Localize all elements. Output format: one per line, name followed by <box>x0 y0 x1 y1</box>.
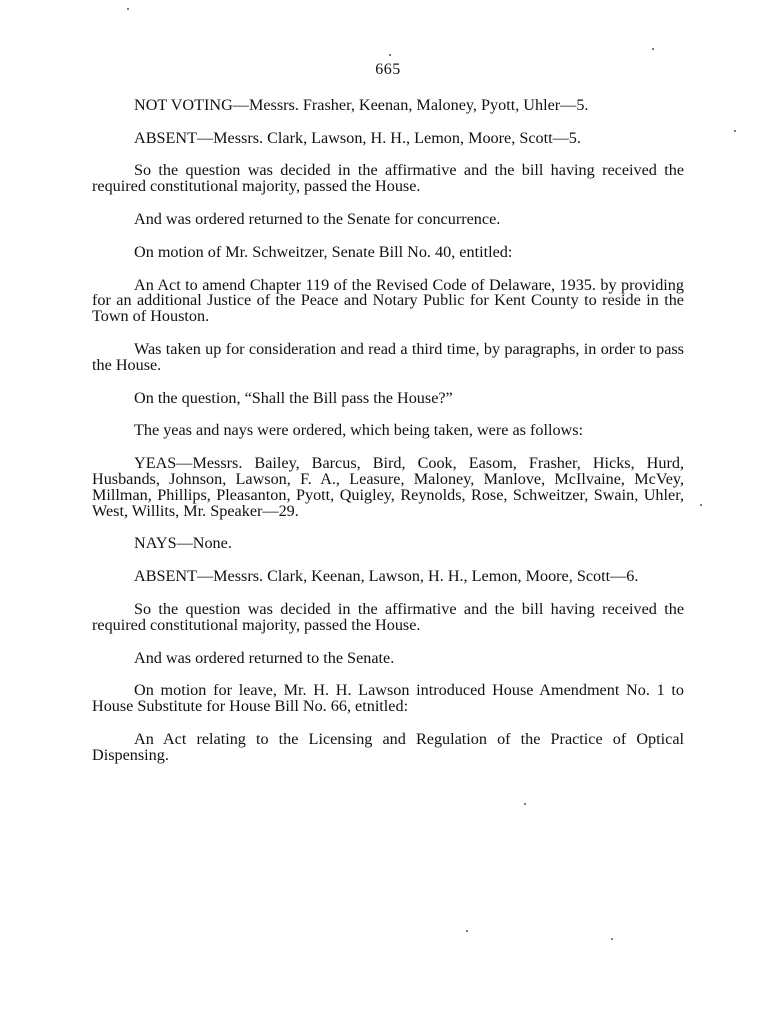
scan-speck <box>652 48 654 50</box>
paragraph-motion-schweitzer: On motion of Mr. Schweitzer, Senate Bill No. 40, entitled: <box>134 242 513 261</box>
paragraph-returned-senate: And was ordered returned to the Senate. <box>134 648 395 667</box>
paragraph-absent-first: ABSENT—Messrs. Clark, Lawson, H. H., Lemon, Moore, Scott—5. <box>134 128 581 147</box>
paragraph-decision-first: So the question was decided in the affirmative and the bill having received the required constitutional majority, passed the House. <box>92 161 684 196</box>
paragraph-motion-lawson: On motion for leave, Mr. H. H. Lawson introduced House Amendment No. 1 to House Substitute for House Bill No. 66, etnitled: <box>92 681 684 716</box>
scan-speck <box>466 930 468 932</box>
document-page <box>92 62 684 781</box>
paragraph-third-reading: Was taken up for consideration and read a third time, by paragraphs, in order to pass the House. <box>92 339 684 374</box>
scan-speck <box>611 938 613 940</box>
paragraph-yeas: YEAS—Messrs. Bailey, Barcus, Bird, Cook, Easom, Frasher, Hicks, Hurd, Husbands, Johnson, Lawson, F. A., Leasure, Maloney, Manlove, McIlvaine, McVey, Millman, Phillips, Pleasanton, Pyott, Quigley, Reynolds, Rose, Schweitzer, Swain, Uhler, West, Willits, Mr. Speaker—29. <box>92 454 684 520</box>
paragraph-decision-second: So the question was decided in the affirmative and the bill having received the required constitutional majority, passed the House. <box>92 599 684 634</box>
page-number: 665 <box>375 61 401 78</box>
paragraph-question: On the question, “Shall the Bill pass the House?” <box>134 388 453 407</box>
paragraph-nays: NAYS—None. <box>134 534 232 553</box>
scan-speck <box>127 8 129 10</box>
scan-speck <box>389 54 391 56</box>
paragraph-act-optical: An Act relating to the Licensing and Regulation of the Practice of Optical Dispensing. <box>92 729 684 764</box>
paragraph-not-voting: NOT VOTING—Messrs. Frasher, Keenan, Maloney, Pyott, Uhler—5. <box>134 95 589 114</box>
scan-speck <box>700 504 702 506</box>
scan-speck <box>524 803 526 805</box>
paragraph-act-chapter-119: An Act to amend Chapter 119 of the Revised Code of Delaware, 1935. by providing for an additional Justice of the Peace and Notary Public for Kent County to reside in the Town of Houston. <box>92 275 684 326</box>
paragraph-absent-second: ABSENT—Messrs. Clark, Keenan, Lawson, H. H., Lemon, Moore, Scott—6. <box>134 567 639 586</box>
scan-speck <box>734 130 736 132</box>
paragraph-returned-concurrence: And was ordered returned to the Senate for concurrence. <box>134 209 501 228</box>
paragraph-yeas-nays-ordered: The yeas and nays were ordered, which being taken, were as follows: <box>134 421 584 440</box>
